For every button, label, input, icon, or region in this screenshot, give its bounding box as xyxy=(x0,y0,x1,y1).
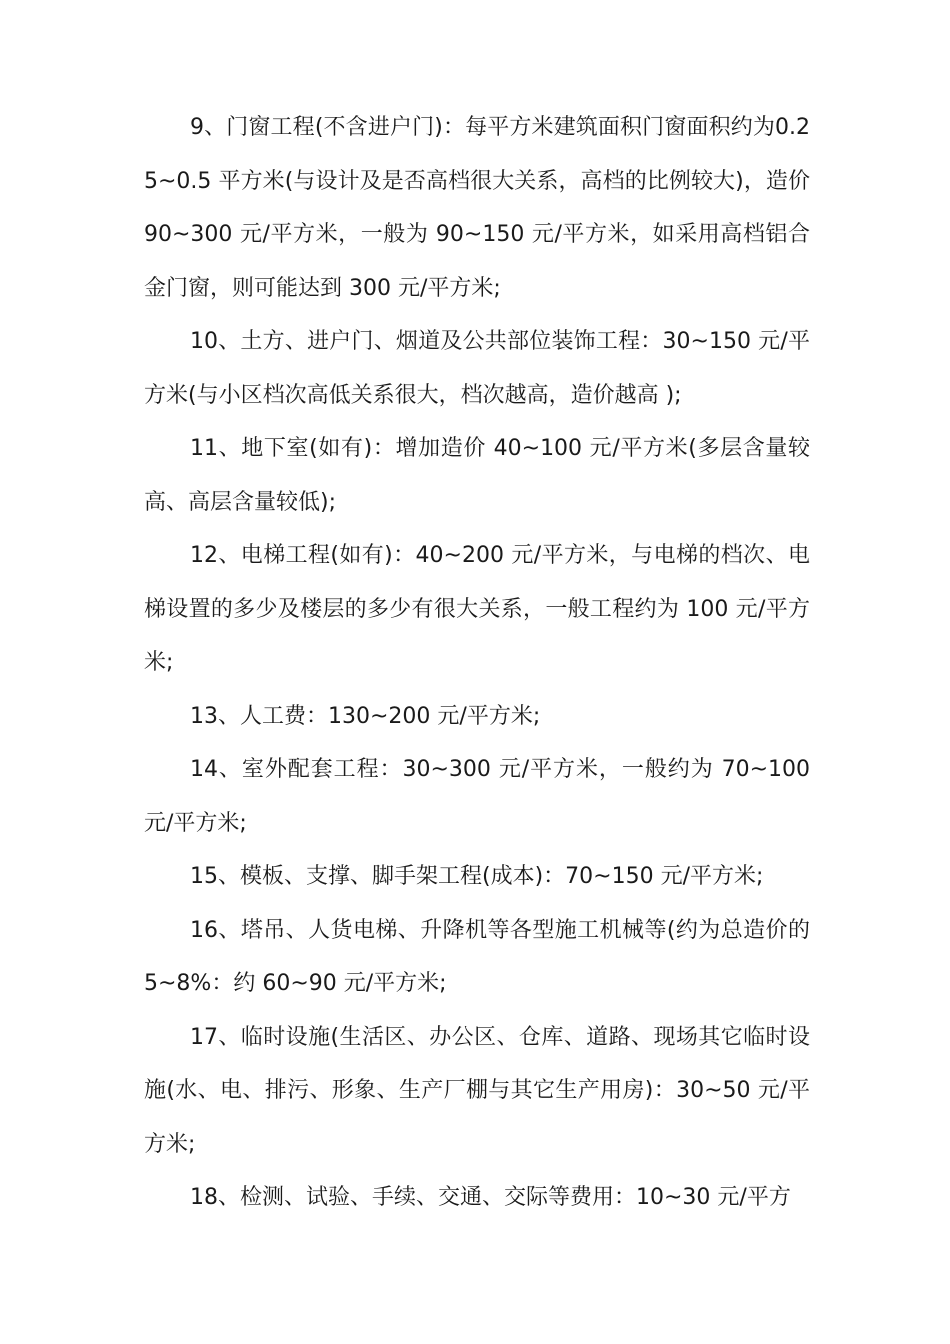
paragraph-item-14: 14、室外配套工程：30~300 元/平方米，一般约为 70~100 元/平方米; xyxy=(144,757,810,836)
paragraph-item-15: 15、模板、支撑、脚手架工程(成本)：70~150 元/平方米; xyxy=(190,864,764,889)
paragraph-item-16: 16、塔吊、人货电梯、升降机等各型施工机械等(约为总造价的 5~8%：约 60~90 元/平方米; xyxy=(144,917,810,996)
document-body xyxy=(144,101,810,1225)
paragraph-item-12: 12、电梯工程(如有)：40~200 元/平方米，与电梯的档次、电梯设置的多少及楼层的多少有很大关系，一般工程约为 100 元/平方米; xyxy=(144,543,810,675)
paragraph-item-13: 13、人工费：130~200 元/平方米; xyxy=(190,703,541,729)
paragraph-item-10: 10、土方、进户门、烟道及公共部位装饰工程：30~150 元/平方米(与小区档次高低关系很大，档次越高，造价越高 ); xyxy=(144,329,810,408)
paragraph-item-11: 11、地下室(如有)：增加造价 40~100 元/平方米(多层含量较高、高层含量较低); xyxy=(144,436,810,515)
paragraph-item-18: 18、检测、试验、手续、交通、交际等费用：10~30 元/平方 xyxy=(190,1185,791,1210)
paragraph-item-9: 9、门窗工程(不含进户门)：每平方米建筑面积门窗面积约为0.25~0.5 平方米(与设计及是否高档很大关系，高档的比例较大)，造价 90~300 元/平方米，一般为 90~150 元/平方米，如采用高档铝合金门窗，则可能达到 300 元/平方米; xyxy=(144,115,810,301)
paragraph-item-17: 17、临时设施(生活区、办公区、仓库、道路、现场其它临时设施(水、电、排污、形象、生产厂棚与其它生产用房)：30~50 元/平方米; xyxy=(144,1024,810,1157)
